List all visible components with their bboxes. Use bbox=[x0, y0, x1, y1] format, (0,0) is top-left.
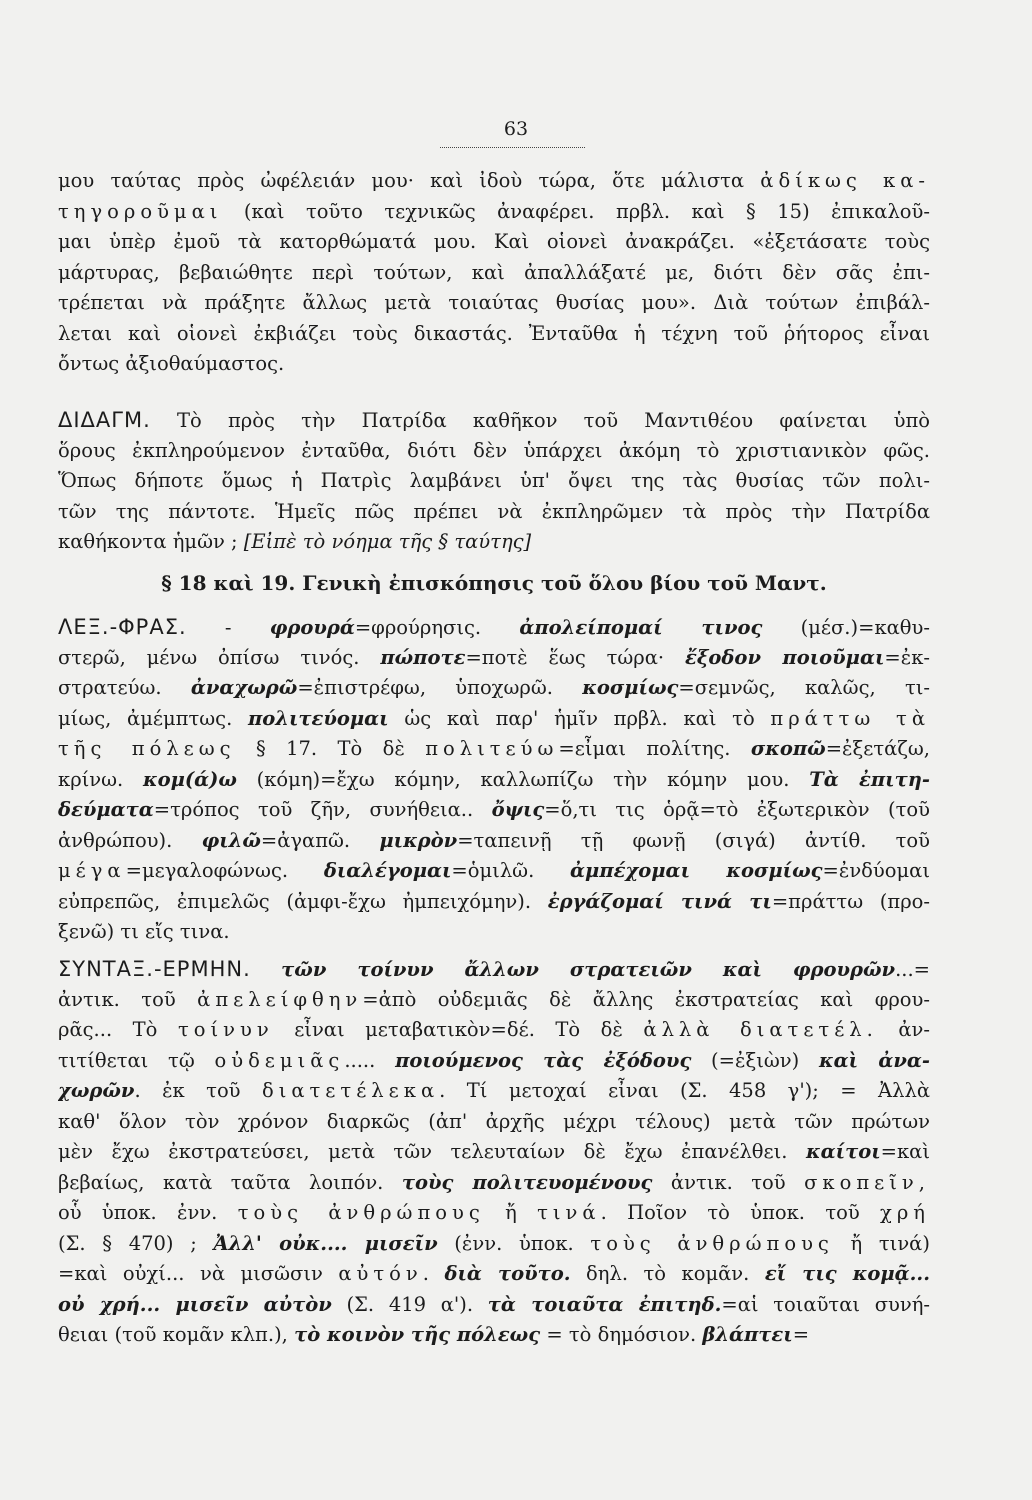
text-segment: (κόμη)=ἔχω κόμην, καλλωπίζω τὴν κόμην μου. bbox=[236, 767, 810, 791]
text-line bbox=[58, 288, 930, 319]
text-line bbox=[58, 917, 930, 948]
text-segment: (καὶ τοῦτο τεχνικῶς ἀναφέρει. πρβλ. καὶ § 15) ἐπικαλοῦ- bbox=[222, 199, 930, 223]
text-segment: πράττω τὰ bbox=[770, 706, 930, 730]
text-segment: =ἐξετάζω, bbox=[825, 737, 930, 760]
text-segment: . bbox=[422, 1262, 445, 1285]
text-segment: μὲν ἔχω ἐκστρατεύσει, μετὰ τῶν τελευταίων δὲ ἔχω ἐπανέλθει. bbox=[58, 1140, 807, 1163]
dotted-rule bbox=[440, 147, 585, 148]
text-line bbox=[58, 436, 930, 467]
text-segment: ἀδίκως κα- bbox=[760, 169, 930, 192]
text-segment: διὰ τοῦτο. bbox=[444, 1262, 571, 1285]
text-segment: στρατεύω. bbox=[58, 676, 191, 699]
text-segment: ποιούμενος τὰς ἐξόδους bbox=[395, 1048, 692, 1072]
text-segment: λεται καὶ οἱονεὶ ἐκβιάζει τοὺς δικαστάς. Ἐνταῦθα ἡ τέχνη τοῦ ῥήτορος εἶναι bbox=[58, 321, 930, 345]
text-segment: φρουρά bbox=[269, 616, 355, 639]
section-label: ΔΙΔΑΓΜ. bbox=[58, 408, 151, 432]
text-segment: σκοπῶ bbox=[750, 737, 826, 760]
text-line bbox=[58, 765, 930, 796]
text-line bbox=[58, 673, 930, 704]
text-segment: ἀπελείφθην bbox=[197, 987, 363, 1011]
text-segment: ἀμπέχομαι κοσμίως bbox=[570, 859, 823, 882]
text-segment: μου ταύτας πρὸς ὠφέλειάν μου· καὶ ἰδοὺ τώρα, ὅτε μάλιστα bbox=[58, 169, 761, 192]
text-line bbox=[58, 258, 930, 289]
text-line bbox=[58, 197, 930, 228]
text-segment: ἀνθρώπου). bbox=[58, 828, 202, 852]
text-segment: βεβαίως, κατὰ ταῦτα λοιπόν. bbox=[58, 1170, 402, 1194]
text-segment: =εἶμαι πολίτης. bbox=[558, 737, 751, 760]
text-line bbox=[58, 405, 930, 436]
text-segment: τιτίθεται τῷ bbox=[58, 1048, 215, 1072]
text-segment: καθήκοντα ἡμῶν ; bbox=[58, 530, 244, 553]
text-segment: (Σ. § 470) ; bbox=[58, 1231, 214, 1255]
text-segment: τρέπεται νὰ πράξητε ἄλλως μετὰ τοιαύτας θυσίας μου». Διὰ τούτων ἐπιβάλ- bbox=[58, 291, 930, 314]
text-segment: οὗ ὑποκ. ἐνν. bbox=[58, 1201, 238, 1224]
section-label: ΣΥΝΤΑΞ.-ΕΡΜΗΝ. bbox=[58, 957, 251, 981]
text-line bbox=[58, 1320, 930, 1351]
text-segment: =καὶ οὐχί... νὰ μισῶσιν bbox=[58, 1262, 339, 1285]
text-segment: κομ(ά)ω bbox=[142, 767, 237, 791]
text-segment: =σεμνῶς, καλῶς, τι- bbox=[678, 676, 930, 699]
text-segment: βλάπτει bbox=[702, 1323, 793, 1346]
text-segment: = bbox=[792, 1323, 810, 1346]
text-segment: πώποτε bbox=[380, 645, 466, 669]
text-segment: καθ' ὅλον τὸν χρόνον διαρκῶς (ἀπ' ἀρχῆς μέχρι τέλους) μετὰ τῶν πρώτων bbox=[58, 1109, 930, 1133]
text-line bbox=[58, 985, 930, 1016]
text-segment: ἀντικ. τοῦ bbox=[652, 1170, 805, 1194]
text-segment: κρίνω. bbox=[58, 767, 143, 791]
text-segment: ἤ τινά) bbox=[833, 1231, 930, 1255]
text-segment: § 17. Τὸ δὲ bbox=[235, 737, 426, 760]
text-line bbox=[58, 1290, 930, 1321]
text-segment: τοὺς ἀνθρώπους bbox=[237, 1201, 485, 1224]
text-segment: =ταπεινῇ τῇ φωνῇ (σιγά) ἀντίθ. τοῦ bbox=[457, 828, 930, 852]
text-segment: πολιτεύομαι bbox=[248, 706, 389, 730]
text-segment bbox=[251, 958, 281, 981]
section-heading-block bbox=[58, 568, 930, 599]
text-line bbox=[58, 1229, 930, 1260]
text-line bbox=[58, 497, 930, 528]
text-segment: ἤ bbox=[484, 1201, 538, 1224]
text-segment: ὅρους ἐκπληρούμενον ἐνταῦθα, διότι δὲν ὑπάρχει ἀκόμη τὸ χριστιανικὸν φῶς. bbox=[58, 438, 930, 462]
text-segment: χρή bbox=[880, 1201, 930, 1224]
text-segment: Ὅπως δήποτε ὅμως ἡ Πατρὶς λαμβάνει ὑπ' ὄψει της τὰς θυσίας τῶν πολι- bbox=[58, 469, 930, 492]
text-segment: ὄντως ἀξιοθαύμαστος. bbox=[58, 352, 285, 375]
text-segment: Τὸ πρὸς τὴν Πατρίδα καθῆκον τοῦ Μαντιθέου φαίνεται ὑπὸ bbox=[150, 409, 930, 432]
text-segment: =ἀγαπῶ. bbox=[260, 828, 380, 852]
text-segment: ἀντικ. τοῦ bbox=[58, 987, 198, 1011]
text-segment: σκοπεῖν, bbox=[804, 1170, 930, 1194]
text-segment: ξενῶ) τι εἴς τινα. bbox=[58, 920, 230, 943]
text-segment: =ποτὲ ἕως τώρα· bbox=[465, 645, 686, 669]
text-segment: (=ἐξιὼν) bbox=[691, 1048, 819, 1072]
text-line bbox=[58, 1015, 930, 1046]
text-line bbox=[58, 1137, 930, 1168]
text-line bbox=[58, 954, 930, 985]
text-segment: διατετέλεκα bbox=[261, 1079, 440, 1102]
text-segment: =ὅ,τι τις ὁρᾷ=τὸ ἐξωτερικὸν (τοῦ bbox=[544, 798, 930, 821]
section-heading: § 18 καὶ 19. Γενικὴ ἐπισκόπησις τοῦ ὅλου βίου τοῦ Μαντ. bbox=[161, 571, 827, 595]
text-line bbox=[58, 319, 930, 350]
text-line bbox=[58, 734, 930, 765]
text-segment: =πράττω (προ- bbox=[771, 889, 930, 913]
text-segment: φιλῶ bbox=[201, 828, 261, 852]
text-line bbox=[58, 1168, 930, 1199]
text-segment: μαι ὑπὲρ ἐμοῦ τὰ κατορθώματά μου. Καὶ οἱονεὶ ἀνακράζει. «ἐξετάσατε τοὺς bbox=[58, 230, 930, 253]
text-line bbox=[58, 349, 930, 380]
text-segment: μέγα bbox=[58, 859, 126, 882]
text-segment: τοὺς πολιτευομένους bbox=[401, 1170, 653, 1194]
text-segment: ὄψις bbox=[491, 798, 545, 821]
text-segment: θειαι (τοῦ κομᾶν κλπ.), bbox=[58, 1323, 295, 1346]
text-segment: ρᾶς... Τὸ bbox=[58, 1018, 178, 1041]
text-segment: οὐδεμιᾶς bbox=[214, 1048, 345, 1072]
text-segment: τὰ τοιαῦτα ἐπιτηδ. bbox=[487, 1292, 722, 1316]
text-segment: τινά bbox=[537, 1201, 601, 1224]
text-segment: καὶ ἀνα- bbox=[818, 1048, 930, 1072]
text-segment: εἶναι μεταβατικὸν=δέ. Τὸ δὲ bbox=[273, 1018, 644, 1041]
text-segment: τῆς πόλεως bbox=[58, 737, 236, 760]
text-segment: τὸ κοινὸν τῆς πόλεως bbox=[294, 1323, 541, 1346]
syntax-paragraph bbox=[58, 954, 930, 1351]
text-line bbox=[58, 826, 930, 857]
text-line bbox=[58, 612, 930, 643]
text-line bbox=[58, 1076, 930, 1107]
text-segment: =ὁμιλῶ. bbox=[451, 859, 571, 882]
text-segment: =ἐπιστρέφω, ὑποχωρῶ. bbox=[297, 676, 583, 699]
text-segment: Τὰ ἐπιτη- bbox=[809, 767, 930, 791]
text-line bbox=[58, 1259, 930, 1290]
text-segment: =καὶ bbox=[880, 1140, 930, 1163]
text-segment: τοίνυν bbox=[177, 1018, 274, 1041]
text-segment: . ἐκ τοῦ bbox=[134, 1079, 262, 1102]
text-segment: μικρὸν bbox=[379, 828, 458, 852]
text-segment: (ἐνν. ὑποκ. bbox=[437, 1231, 591, 1255]
text-segment: (Σ. 419 α'). bbox=[331, 1292, 488, 1316]
text-segment: =ἐκ- bbox=[884, 645, 930, 669]
text-segment: ...= bbox=[895, 958, 930, 981]
text-segment: οὐ χρή... μισεῖν αὐτὸν bbox=[58, 1292, 332, 1316]
text-segment: [Εἰπὲ τὸ νόημα τῆς § ταύτης] bbox=[243, 530, 532, 553]
page-number: 63 bbox=[503, 118, 529, 140]
section-label: ΛΕΞ.-ΦΡΑΣ. bbox=[58, 615, 187, 639]
text-segment: τοὺς ἀνθρώπους bbox=[590, 1231, 834, 1255]
text-segment: αὐτόν bbox=[338, 1262, 423, 1285]
text-line bbox=[58, 1046, 930, 1077]
text-segment: (μέσ.)=καθυ- bbox=[762, 616, 930, 639]
didagm-paragraph bbox=[58, 405, 930, 558]
text-segment: κοσμίως bbox=[582, 676, 679, 699]
text-segment: ἐργάζομαί τινά τι bbox=[547, 889, 772, 913]
text-segment: ..... bbox=[344, 1048, 396, 1072]
text-segment: ἀναχωρῶ bbox=[190, 676, 298, 699]
text-line bbox=[58, 795, 930, 826]
text-segment: ἀν- bbox=[877, 1018, 930, 1041]
text-segment: ὡς καὶ παρ' ἡμῖν πρβλ. καὶ τὸ bbox=[388, 706, 771, 730]
text-segment: τῶν τοίνυν ἄλλων στρατειῶν καὶ φρουρῶν bbox=[281, 958, 896, 981]
text-segment: τῶν της πάντοτε. Ἡμεῖς πῶς πρέπει νὰ ἐκπληρῶμεν τὰ πρὸς τὴν Πατρίδα bbox=[58, 499, 930, 523]
text-segment: . Ποῖον τὸ ὑποκ. τοῦ bbox=[600, 1201, 881, 1224]
paragraph-1 bbox=[58, 166, 930, 380]
text-line bbox=[58, 527, 930, 558]
text-segment: =τρόπος τοῦ ζῆν, συνήθεια.. bbox=[153, 798, 492, 821]
text-segment: ἀλλὰ διατετέλ. bbox=[643, 1018, 878, 1041]
text-line bbox=[58, 1107, 930, 1138]
text-segment: καίτοι bbox=[806, 1140, 881, 1163]
text-segment: =φρούρησις. bbox=[354, 616, 520, 639]
text-segment: =μεγαλοφώνως. bbox=[125, 859, 324, 882]
text-line bbox=[58, 166, 930, 197]
text-segment: ἀπολείπομαί τινος bbox=[519, 616, 763, 639]
text-line bbox=[58, 227, 930, 258]
text-segment: εἴ τις κομᾷ... bbox=[764, 1262, 930, 1285]
text-segment: στερῶ, μένω ὀπίσω τινός. bbox=[58, 645, 381, 669]
text-segment: μάρτυρας, βεβαιώθητε περὶ τούτων, καὶ ἀπαλλάξατέ με, διότι δὲν σᾶς ἐπι- bbox=[58, 260, 930, 284]
text-segment: - bbox=[186, 616, 270, 639]
text-line bbox=[58, 466, 930, 497]
text-segment: ἔξοδον ποιοῦμαι bbox=[685, 645, 885, 669]
text-segment: =ἀπὸ οὐδεμιᾶς δὲ ἄλλης ἐκστρατείας καὶ φρου- bbox=[362, 987, 930, 1011]
text-segment: Ἀλλ' οὐκ.... μισεῖν bbox=[213, 1231, 438, 1255]
text-segment: δηλ. τὸ κομᾶν. bbox=[570, 1262, 765, 1285]
text-segment: . Τί μετοχαί εἶναι (Σ. 458 γ'); = Ἀλλὰ bbox=[439, 1079, 930, 1102]
text-segment: =αἱ τοιαῦται συνή- bbox=[721, 1292, 930, 1316]
text-segment: δεύματα bbox=[58, 798, 154, 821]
text-line bbox=[58, 1198, 930, 1229]
text-segment: μίως, ἀμέμπτως. bbox=[58, 706, 248, 730]
text-segment: χωρῶν bbox=[58, 1079, 135, 1102]
text-line bbox=[58, 643, 930, 674]
text-segment: διαλέγομαι bbox=[323, 859, 452, 882]
lex-phras-paragraph bbox=[58, 612, 930, 948]
text-line bbox=[58, 856, 930, 887]
text-segment: εὐπρεπῶς, ἐπιμελῶς (ἀμφι-ἔχω ἠμπειχόμην). bbox=[58, 889, 548, 913]
text-line bbox=[58, 887, 930, 918]
text-line bbox=[58, 704, 930, 735]
text-segment: =ἐνδύομαι bbox=[822, 859, 930, 882]
text-segment: = τὸ δημόσιον. bbox=[540, 1323, 703, 1346]
text-segment: πολιτεύω bbox=[425, 737, 559, 760]
text-segment: τηγοροῦμαι bbox=[58, 199, 223, 223]
